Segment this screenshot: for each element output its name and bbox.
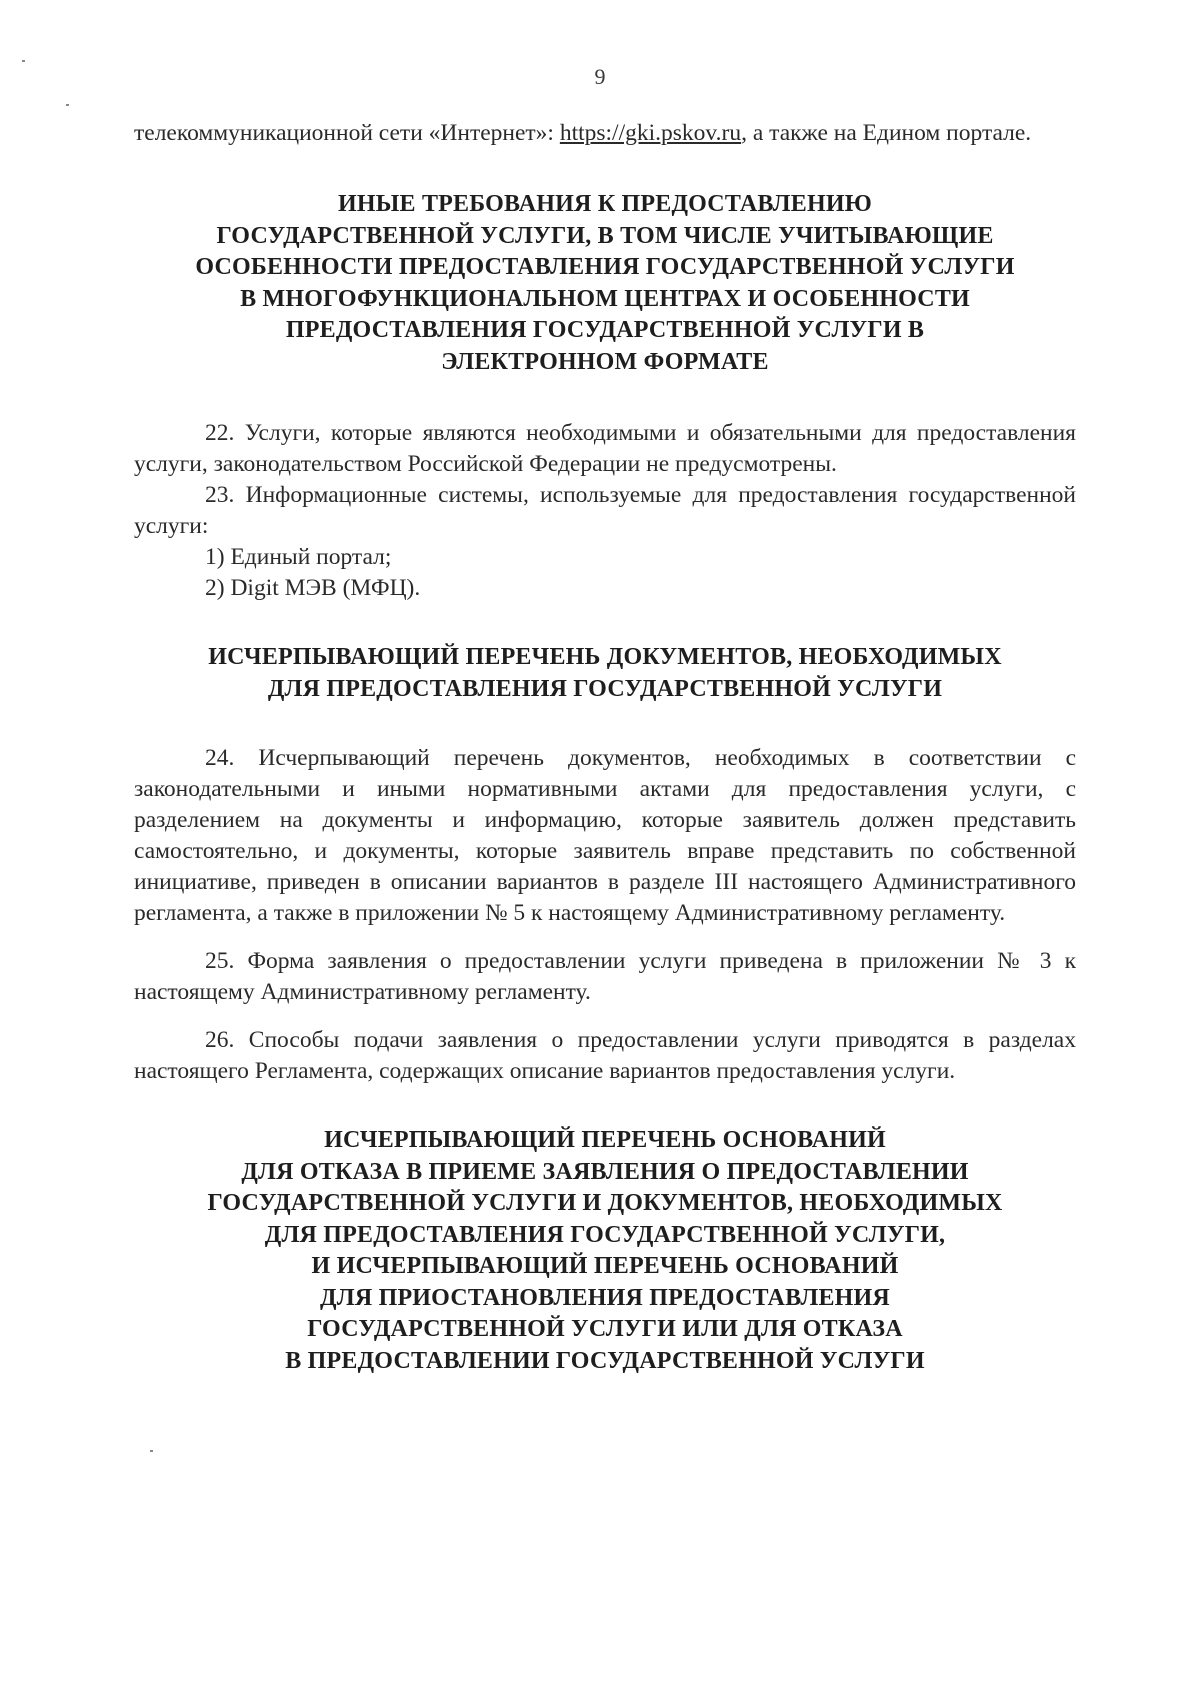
heading-line: ИСЧЕРПЫВАЮЩИЙ ПЕРЕЧЕНЬ ДОКУМЕНТОВ, НЕОБХОДИМЫХ bbox=[208, 644, 1002, 670]
heading-line: ДЛЯ ОТКАЗА В ПРИЕМЕ ЗАЯВЛЕНИЯ О ПРЕДОСТАВЛЕНИИ bbox=[241, 1158, 969, 1185]
heading-line: ГОСУДАРСТВЕННОЙ УСЛУГИ, В ТОМ ЧИСЛЕ УЧИТЫВАЮЩИЕ bbox=[216, 222, 994, 249]
section-heading-other-requirements bbox=[134, 189, 1076, 378]
section-heading-refusal-grounds bbox=[134, 1125, 1076, 1377]
heading-line: И ИСЧЕРПЫВАЮЩИЙ ПЕРЕЧЕНЬ ОСНОВАНИЙ bbox=[311, 1253, 899, 1279]
heading-line: ДЛЯ ПРЕДОСТАВЛЕНИЯ ГОСУДАРСТВЕННОЙ УСЛУГИ bbox=[267, 675, 943, 702]
scan-speck bbox=[66, 104, 69, 106]
paragraph-24: 24. Исчерпывающий перечень документов, необходимых в соответствии с законодательными и иными нормативными актами для предоставления услуги, с разделением на документы и информацию, которые заявитель должен представить самостоятельно, и документы, которые заявитель вправе представить по собственной инициативе, приведен в описании вариантов в разделе III настоящего Административного регламента, а также в приложении № 5 к настоящему Административному регламенту. bbox=[134, 745, 1076, 926]
page-content bbox=[134, 118, 1076, 1377]
paragraph-22: 22. Услуги, которые являются необходимыми и обязательными для предоставления услуги, законодательством Российской Федерации не предусмотрены. bbox=[134, 420, 1076, 477]
scan-speck bbox=[150, 1450, 153, 1452]
heading-line: ИСЧЕРПЫВАЮЩИЙ ПЕРЕЧЕНЬ ОСНОВАНИЙ bbox=[324, 1127, 886, 1153]
intro-text: телекоммуникационной сети «Интернет»: bbox=[134, 120, 560, 146]
list-item: 2) Digit МЭВ (МФЦ). bbox=[205, 575, 421, 601]
page-number: 9 bbox=[594, 64, 606, 89]
paragraph-23: 23. Информационные системы, используемые для предоставления государственной услуги: bbox=[134, 482, 1076, 539]
section-heading-documents-list bbox=[134, 642, 1076, 705]
heading-line: ГОСУДАРСТВЕННОЙ УСЛУГИ ИЛИ ДЛЯ ОТКАЗА bbox=[307, 1316, 903, 1342]
website-link[interactable]: https://gki.pskov.ru bbox=[559, 120, 742, 146]
heading-line: В ПРЕДОСТАВЛЕНИИ ГОСУДАРСТВЕННОЙ УСЛУГИ bbox=[285, 1347, 925, 1374]
heading-line: ОСОБЕННОСТИ ПРЕДОСТАВЛЕНИЯ ГОСУДАРСТВЕННОЙ УСЛУГИ bbox=[195, 254, 1015, 280]
intro-paragraph bbox=[134, 118, 1076, 149]
heading-line: ЭЛЕКТРОННОМ ФОРМАТЕ bbox=[441, 348, 769, 375]
heading-line: ДЛЯ ПРЕДОСТАВЛЕНИЯ ГОСУДАРСТВЕННОЙ УСЛУГИ, bbox=[264, 1221, 946, 1248]
heading-line: ПРЕДОСТАВЛЕНИЯ ГОСУДАРСТВЕННОЙ УСЛУГИ В bbox=[285, 317, 925, 343]
heading-line: ГОСУДАРСТВЕННОЙ УСЛУГИ И ДОКУМЕНТОВ, НЕОБХОДИМЫХ bbox=[207, 1190, 1003, 1216]
list-item: 1) Единый портал; bbox=[205, 544, 392, 570]
paragraph-25: 25. Форма заявления о предоставлении услуги приведена в приложении № 3 к настоящему Административному регламенту. bbox=[134, 948, 1076, 1005]
heading-line: В МНОГОФУНКЦИОНАЛЬНОМ ЦЕНТРАХ И ОСОБЕННОСТИ bbox=[240, 285, 970, 312]
heading-line: ИНЫЕ ТРЕБОВАНИЯ К ПРЕДОСТАВЛЕНИЮ bbox=[338, 191, 872, 217]
intro-text-end: , а также на Едином портале. bbox=[741, 120, 1032, 146]
paragraph-26: 26. Способы подачи заявления о предоставлении услуги приводятся в разделах настоящего Регламента, содержащих описание вариантов предоставления услуги. bbox=[134, 1027, 1076, 1084]
heading-line: ДЛЯ ПРИОСТАНОВЛЕНИЯ ПРЕДОСТАВЛЕНИЯ bbox=[320, 1284, 890, 1311]
scan-speck bbox=[22, 60, 25, 62]
